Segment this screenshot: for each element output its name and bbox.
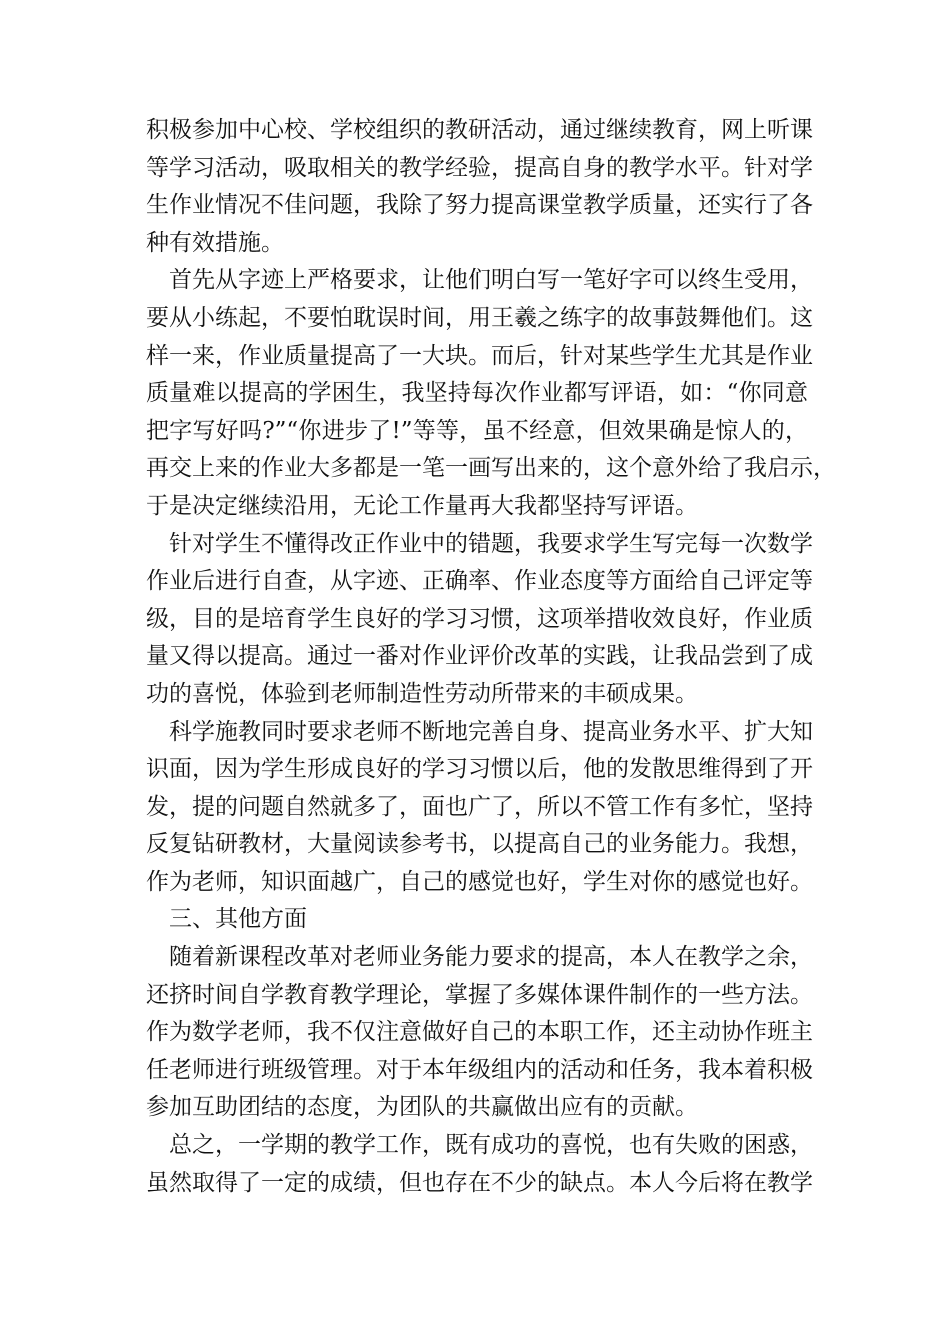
section-heading: 三、其他方面 xyxy=(169,906,307,933)
text-line: 积极参加中心校、学校组织的教研活动，通过继续教育，网上听课 xyxy=(146,117,813,143)
text-line: 要从小练起，不要怕耽误时间，用王羲之练字的故事鼓舞他们。这 xyxy=(146,304,813,331)
text-line: 质量难以提高的学困生，我坚持每次作业都写评语，如：“你同意 xyxy=(146,380,808,407)
text-line: 参加互助团结的态度，为团队的共赢做出应有的贡献。 xyxy=(146,1094,698,1121)
body-text xyxy=(146,112,836,1202)
text-line: 生作业情况不佳问题，我除了努力提高课堂教学质量，还实行了各 xyxy=(146,192,813,219)
text-line: 作业后进行自查，从字迹、正确率、作业态度等方面给自己评定等 xyxy=(146,568,813,595)
text-line: 量又得以提高。通过一番对作业评价改革的实践，让我品尝到了成 xyxy=(146,643,813,670)
text-line: 虽然取得了一定的成绩，但也存在不少的缺点。本人今后将在教学 xyxy=(146,1169,813,1196)
text-line: 样一来，作业质量提高了一大块。而后，针对某些学生尤其是作业 xyxy=(146,342,813,369)
text-line: 首先从字迹上严格要求，让他们明白写一笔好字可以终生受用， xyxy=(169,267,813,294)
text-line: 种有效措施。 xyxy=(146,229,284,256)
text-line: 总之，一学期的教学工作，既有成功的喜悦，也有失败的困惑， xyxy=(169,1132,813,1159)
text-line: 还挤时间自学教育教学理论，掌握了多媒体课件制作的一些方法。 xyxy=(146,981,813,1008)
text-line: 等学习活动，吸取相关的教学经验，提高自身的教学水平。针对学 xyxy=(146,154,813,181)
text-line: 把字写好吗?”“你进步了!”等等，虽不经意，但效果确是惊人的， xyxy=(146,417,808,444)
text-line: 于是决定继续沿用，无论工作量再大我都坚持写评语。 xyxy=(146,492,698,519)
text-line: 反复钻研教材，大量阅读参考书，以提高自己的业务能力。我想， xyxy=(146,831,813,858)
text-line: 作为老师，知识面越广，自己的感觉也好，学生对你的感觉也好。 xyxy=(146,868,813,895)
text-line: 作为数学老师，我不仅注意做好自己的本职工作，还主动协作班主 xyxy=(146,1019,813,1046)
text-line: 随着新课程改革对老师业务能力要求的提高，本人在教学之余， xyxy=(169,944,813,971)
text-line: 任老师进行班级管理。对于本年级组内的活动和任务，我本着积极 xyxy=(146,1056,813,1083)
text-line: 功的喜悦，体验到老师制造性劳动所带来的丰硕成果。 xyxy=(146,680,698,707)
text-line: 识面，因为学生形成良好的学习习惯以后，他的发散思维得到了开 xyxy=(146,756,813,783)
text-line: 发，提的问题自然就多了，面也广了，所以不管工作有多忙，坚持 xyxy=(146,793,813,820)
text-line: 科学施教同时要求老师不断地完善自身、提高业务水平、扩大知 xyxy=(169,718,813,745)
text-line: 再交上来的作业大多都是一笔一画写出来的，这个意外给了我启示， xyxy=(146,455,836,482)
text-line: 级，目的是培育学生良好的学习习惯，这项举措收效良好，作业质 xyxy=(146,605,813,632)
text-line: 针对学生不懂得改正作业中的错题，我要求学生写完每一次数学 xyxy=(169,530,813,557)
